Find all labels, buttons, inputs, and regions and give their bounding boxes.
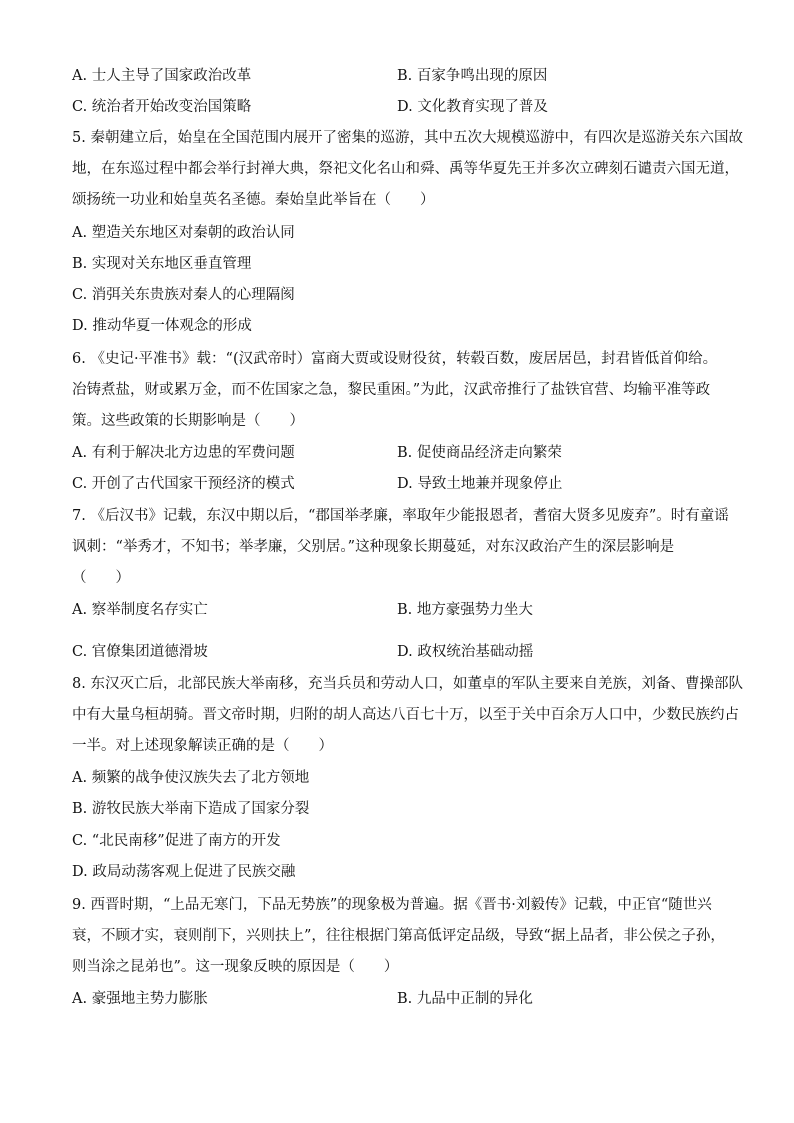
q8-stem-line1: 8. 东汉灭亡后，北部民族大举南移，充当兵员和劳动人口，如董卓的军队主要来自羌族，刘备、曹操部队 (72, 676, 743, 692)
q8-option-b: B. 游牧民族大举南下造成了国家分裂 (72, 801, 310, 817)
q7-option-d: D. 政权统治基础动摇 (397, 644, 534, 660)
q9-option-b: B. 九品中正制的异化 (397, 991, 533, 1007)
q6-stem-line3: 策。这些政策的长期影响是（ ） (72, 413, 304, 429)
q7-option-b: B. 地方豪强势力坐大 (397, 602, 533, 618)
q6-stem-line2: 冶铸煮盐，财或累万金，而不佐国家之急，黎民重困。”为此，汉武帝推行了盐铁官营、均输平准等政 (72, 382, 711, 398)
q5-stem-line3: 颂扬统一功业和始皇英名圣德。秦始皇此举旨在（ ） (72, 192, 435, 208)
q8-stem-line3: 一半。对上述现象解读正确的是（ ） (72, 738, 333, 754)
q8-option-c: C. “北民南移”促进了南方的开发 (72, 833, 281, 849)
q9-stem-line3: 则当涂之昆弟也”。这一现象反映的原因是（ ） (72, 959, 399, 975)
q5-stem-line2: 地，在东巡过程中都会举行封禅大典，祭祀文化名山和舜、禹等华夏先王并多次立碑刻石谴责六国无道， (72, 161, 739, 177)
q4-option-b: B. 百家争鸣出现的原因 (397, 68, 548, 84)
q5-stem-line1: 5. 秦朝建立后，始皇在全国范围内展开了密集的巡游，其中五次大规模巡游中，有四次是巡游关东六国故 (72, 130, 743, 146)
q4-option-a: A. 士人主导了国家政治改革 (72, 68, 252, 84)
q7-stem-line2: 讽刺：“举秀才，不知书；举孝廉，父别居。”这种现象长期蔓延，对东汉政治产生的深层影响是 (72, 539, 675, 555)
q5-option-c: C. 消弭关东贵族对秦人的心理隔阂 (72, 287, 295, 303)
q6-option-b: B. 促使商品经济走向繁荣 (397, 445, 562, 461)
q8-stem-line2: 中有大量乌桓胡骑。晋文帝时期，归附的胡人高达八百七十万，以至于关中百余万人口中，少数民族约占 (72, 707, 739, 723)
q4-option-c: C. 统治者开始改变治国策略 (72, 99, 252, 115)
q9-stem-line1: 9. 西晋时期，“上品无寒门，下品无势族”的现象极为普遍。据《晋书·刘毅传》记载，中正官“随世兴 (72, 897, 712, 913)
q6-option-d: D. 导致土地兼并现象停止 (397, 476, 563, 492)
q8-option-d: D. 政局动荡客观上促进了民族交融 (72, 864, 296, 880)
q7-stem-line1: 7. 《后汉书》记载，东汉中期以后，“郡国举孝廉，率取年少能报恩者，耆宿大贤多见废弃”。时有童谣 (72, 508, 729, 524)
q9-stem-line2: 衰，不顾才实，衰则削下，兴则扶上”，往往根据门第高低评定品级，导致“据上品者，非公侯之子孙， (72, 928, 725, 944)
q5-option-b: B. 实现对关东地区垂直管理 (72, 256, 252, 272)
q5-option-d: D. 推动华夏一体观念的形成 (72, 318, 252, 334)
q6-option-c: C. 开创了古代国家干预经济的模式 (72, 476, 295, 492)
q9-option-a: A. 豪强地主势力膨胀 (72, 991, 208, 1007)
q5-option-a: A. 塑造关东地区对秦朝的政治认同 (72, 225, 295, 241)
q4-option-d: D. 文化教育实现了普及 (397, 99, 548, 115)
q7-option-a: A. 察举制度名存实亡 (72, 602, 208, 618)
q6-stem-line1: 6. 《史记·平准书》载：“(汉武帝时）富商大贾或设财役贫，转毂百数，废居居邑，封君皆低首仰给。 (72, 351, 718, 367)
q7-option-c: C. 官僚集团道德滑坡 (72, 644, 208, 660)
q6-option-a: A. 有利于解决北方边患的军费问题 (72, 445, 295, 461)
q7-stem-line3: （ ） (72, 570, 130, 586)
q8-option-a: A. 频繁的战争使汉族失去了北方领地 (72, 770, 310, 786)
